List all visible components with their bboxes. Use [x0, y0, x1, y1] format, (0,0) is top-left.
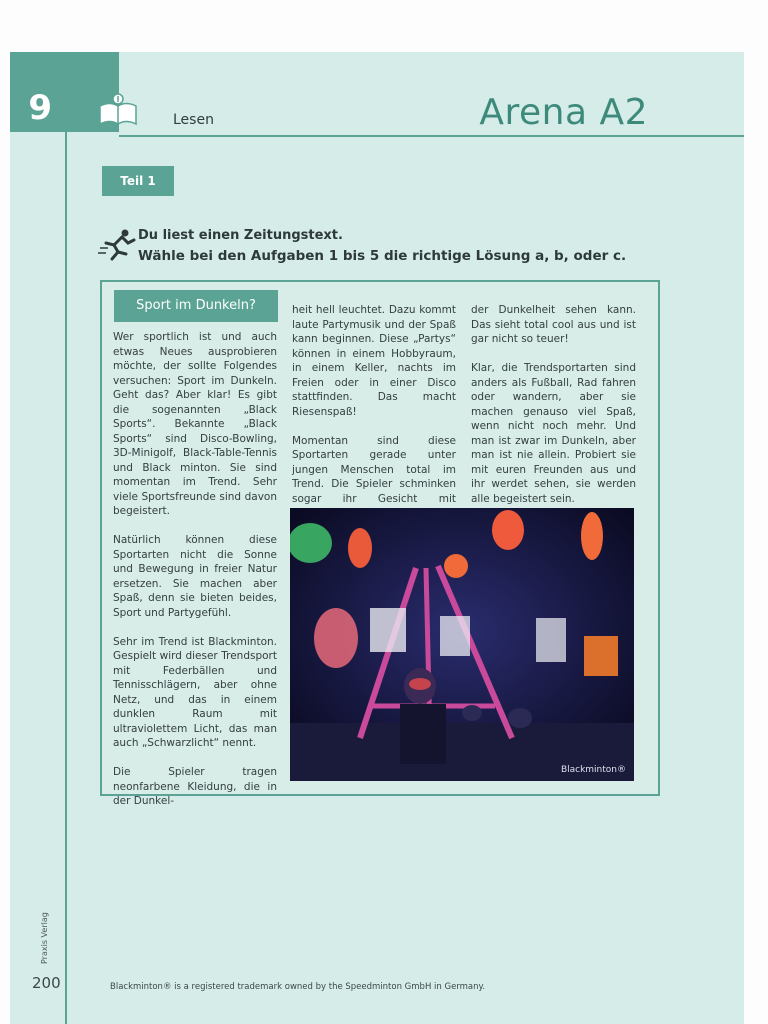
chapter-number: 9 — [28, 88, 52, 128]
paragraph: Die Spieler tragen neonfarbene Kleidung, die in der Dunkel- — [113, 766, 277, 807]
textbook-page — [10, 52, 744, 1024]
article-column-3 — [471, 303, 636, 521]
paragraph: Momentan sind diese Sportarten gerade unter jungen Menschen total im Trend. Die Spieler schminken sogar ihr Gesicht mit — [292, 434, 456, 505]
page-number: 200 — [32, 974, 61, 992]
paragraph: Wer sportlich ist und auch etwas Neues ausprobieren möchte, der sollte Folgendes versuchen: Sport im Dunkeln. Geht das? Aber klar! Es gibt die sogenannten „Black Sports“. Bekannte „Black Sports“ sind Disco-Bowling, 3D-Minigolf, Black-Table-Tennis und Black minton. Sie sind momentan im Trend. Sehr viele Sportsfreunde sind davon begeistert. — [113, 331, 277, 517]
runner-icon — [98, 228, 136, 262]
paragraph: heit hell leuchtet. Dazu kommt laute Partymusik und der Spaß kann beginnen. Diese „Partys“ können in einem Hobbyraum, in einem Keller, nachts im Freien oder in einer Disco stattfinden. Das macht Riesenspaß! — [292, 304, 456, 418]
publisher-label: Praxis Verlag — [40, 912, 49, 964]
instruction-line-1: Du liest einen Zeitungstext. — [138, 228, 343, 243]
book-icon — [98, 92, 138, 128]
article-headline: Sport im Dunkeln? — [114, 290, 278, 322]
article-column-1 — [113, 330, 277, 823]
section-label: Lesen — [173, 112, 214, 128]
blackminton-scene-illustration — [290, 508, 634, 781]
margin-divider — [65, 132, 67, 1024]
header-divider — [119, 135, 744, 137]
book-title: Arena A2 — [479, 92, 648, 133]
photo-caption: Blackminton® — [560, 765, 626, 775]
blackminton-photo — [290, 508, 634, 781]
paragraph: Klar, die Trendsportarten sind anders als Fußball, Rad fahren oder wandern, aber sie machen genauso viel Spaß, wenn nicht noch mehr. Und man ist zwar im Dunkeln, aber man ist nie allein. Probiert sie mit euren Freunden aus und ihr werdet sehen, sie werden alle begeistert sein. — [471, 362, 636, 505]
part-badge: Teil 1 — [102, 166, 174, 196]
paragraph: Sehr im Trend ist Blackminton. Gespielt wird dieser Trendsport mit Federbällen und Tennisschlägern, aber ohne Netz, und das in einem dunklen Raum mit ultraviolettem Licht, das man auch „Schwarzlicht“ nennt. — [113, 635, 277, 749]
paragraph: der Dunkelheit sehen kann. Das sieht total cool aus und ist gar nicht so teuer! — [471, 304, 636, 345]
instruction-line-2: Wähle bei den Aufgaben 1 bis 5 die richtige Lösung a, b, oder c. — [138, 248, 627, 264]
paragraph: Natürlich können diese Sportarten nicht die Sonne und Bewegung in freier Natur ersetzen. Sie machen aber Spaß, denn sie bieten beides, Sport und Partygefühl. — [113, 534, 277, 619]
trademark-note: Blackminton® is a registered trademark owned by the Speedminton GmbH in Germany. — [110, 982, 486, 992]
